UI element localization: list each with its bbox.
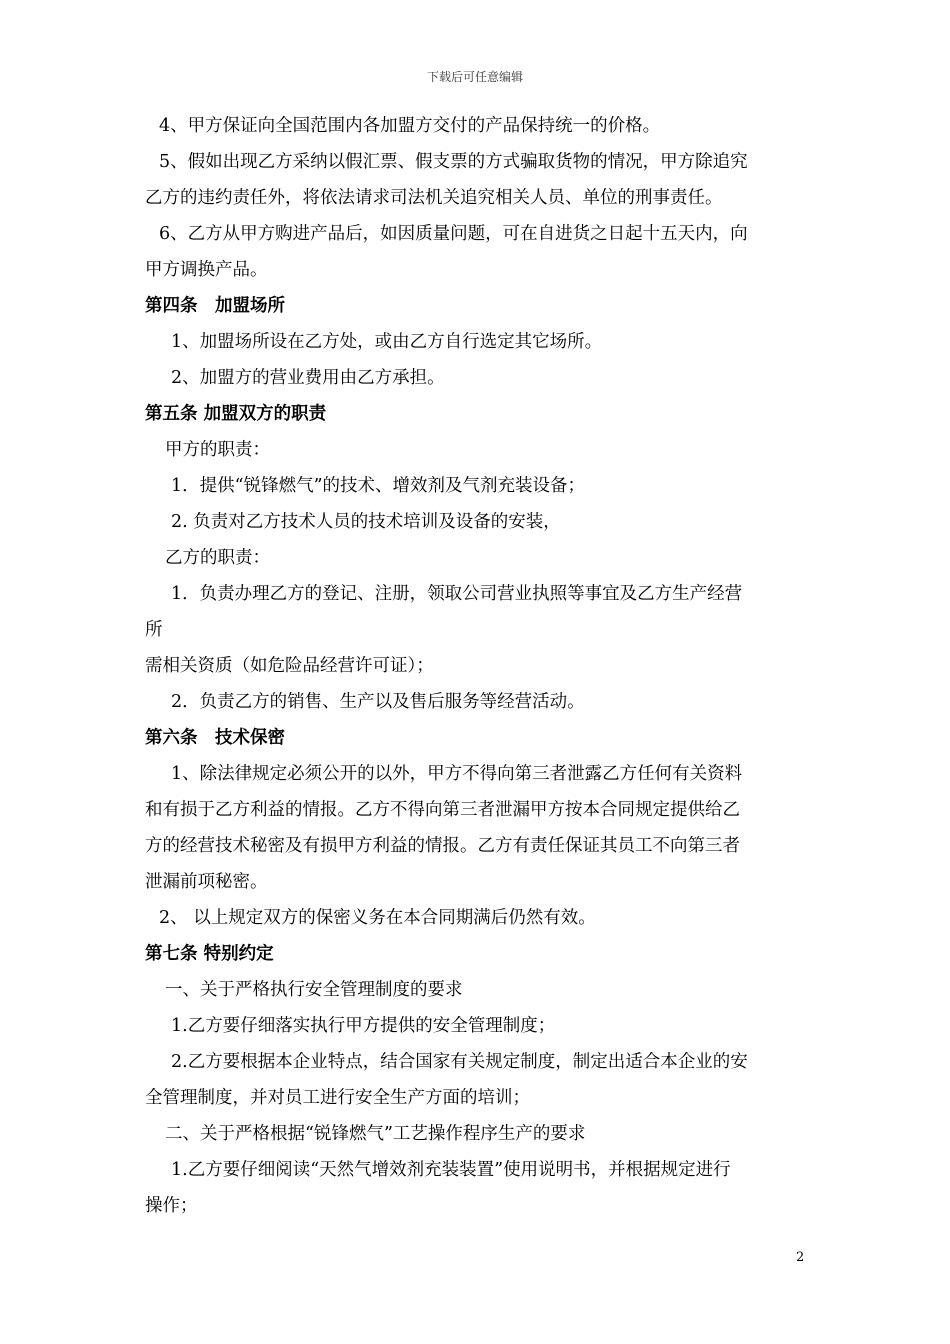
paragraph-line: 全管理制度，并对员工进行安全生产方面的培训；	[145, 1088, 530, 1108]
paragraph-line: 一、关于严格执行安全管理制度的要求	[165, 980, 463, 1000]
paragraph-line: 甲方调换产品。	[145, 260, 268, 280]
paragraph-line: 需相关资质（如危险品经营许可证）；	[145, 656, 434, 676]
paragraph-line: 乙方的职责：	[165, 548, 270, 568]
document-body	[145, 108, 810, 1224]
paragraph-line: 2、 以上规定双方的保密义务在本合同期满后仍然有效。	[159, 908, 596, 928]
paragraph-line: 2.乙方要根据本企业特点，结合国家有关规定制度，制定出适合本企业的安	[171, 1052, 748, 1072]
paragraph-line: 乙方的违约责任外，将依法请求司法机关追究相关人员、单位的刑事责任。	[145, 188, 723, 208]
paragraph-line: 二、关于严格根据“锐锋燃气”工艺操作程序生产的要求	[165, 1124, 586, 1144]
paragraph-line: 2. 负责对乙方技术人员的技术培训及设备的安装，	[171, 512, 561, 532]
paragraph-line: 所	[145, 620, 163, 640]
page-number: 2	[796, 1250, 805, 1265]
paragraph-line: 2、加盟方的营业费用由乙方承担。	[171, 368, 445, 388]
paragraph-line: 和有损于乙方利益的情报。乙方不得向第三者泄漏甲方按本合同规定提供给乙	[145, 800, 740, 820]
paragraph-line: 2．负责乙方的销售、生产以及售后服务等经营活动。	[171, 692, 585, 712]
section-heading: 第四条 加盟场所	[145, 296, 285, 316]
section-heading: 第七条 特别约定	[145, 944, 274, 964]
section-heading: 第六条 技术保密	[145, 728, 285, 748]
paragraph-line: 1、加盟场所设在乙方处，或由乙方自行选定其它场所。	[171, 332, 603, 352]
paragraph-line: 方的经营技术秘密及有损甲方利益的情报。乙方有责任保证其员工不向第三者	[145, 836, 740, 856]
page-header: 下载后可任意编辑	[426, 70, 523, 84]
paragraph-line: 1．提供“锐锋燃气”的技术、增效剂及气剂充装设备；	[171, 476, 586, 496]
paragraph-line: 甲方的职责：	[165, 440, 270, 460]
paragraph-line: 1．负责办理乙方的登记、注册，领取公司营业执照等事宜及乙方生产经营	[171, 584, 743, 604]
paragraph-line: 5、假如出现乙方采纳以假汇票、假支票的方式骗取货物的情况，甲方除追究	[159, 152, 748, 172]
paragraph-line: 1.乙方要仔细落实执行甲方提供的安全管理制度；	[171, 1016, 556, 1036]
paragraph-line: 1、除法律规定必须公开的以外，甲方不得向第三者泄露乙方任何有关资料	[171, 764, 743, 784]
paragraph-line: 6、乙方从甲方购进产品后，如因质量问题，可在自进货之日起十五天内，向	[159, 224, 748, 244]
paragraph-line: 操作；	[145, 1196, 198, 1216]
paragraph-line: 泄漏前项秘密。	[145, 872, 268, 892]
section-heading: 第五条 加盟双方的职责	[145, 404, 327, 424]
paragraph-line: 1.乙方要仔细阅读“天然气增效剂充装装置”使用说明书，并根据规定进行	[171, 1160, 731, 1180]
paragraph-line: 4、甲方保证向全国范围内各加盟方交付的产品保持统一的价格。	[159, 116, 661, 136]
